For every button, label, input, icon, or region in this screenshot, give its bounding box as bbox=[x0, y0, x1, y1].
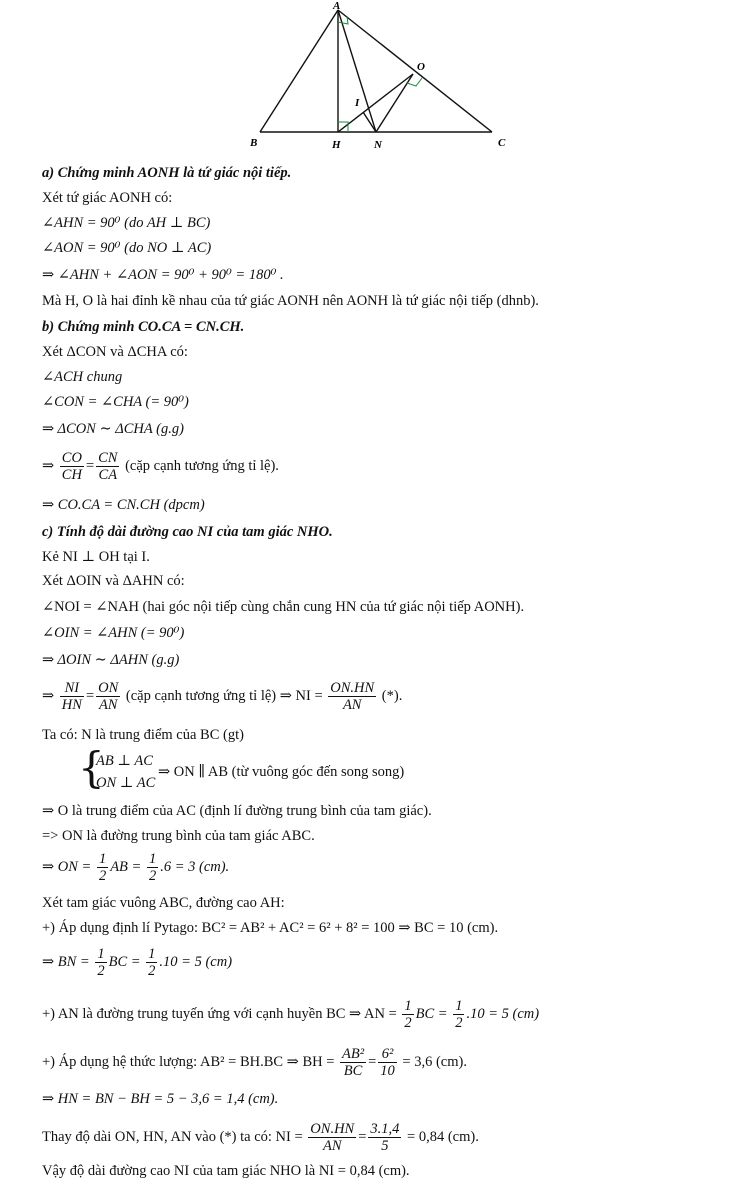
fraction: $\frac{1}{2}$ bbox=[455, 998, 463, 1032]
text-line bbox=[42, 1118, 479, 1156]
note: (cặp cạnh tương ứng tỉ lệ) ⇒ NI = bbox=[125, 688, 323, 704]
math-line: ∠ACH chung bbox=[42, 369, 123, 385]
math-line: ⇒ ΔOIN ∼ ΔAHN (g.g) bbox=[42, 652, 180, 668]
segment-NI bbox=[363, 112, 376, 132]
text-line: Mà H, O là hai đỉnh kề nhau của tứ giác AONH nên AONH là tứ giác nội tiếp (dhnb). bbox=[42, 293, 539, 309]
math-line: AB ⊥ AC bbox=[96, 753, 153, 769]
term: .10 = 5 (cm) bbox=[159, 954, 233, 970]
text-line: Xét tứ giác AONH có: bbox=[42, 190, 173, 206]
term: AB = bbox=[110, 859, 142, 875]
fraction: $\frac{\text{AB²}}{BC}$ bbox=[342, 1046, 365, 1080]
text-line bbox=[42, 1043, 467, 1081]
fraction: $\frac{1}{2}$ bbox=[148, 851, 157, 885]
text-line bbox=[42, 995, 539, 1033]
math-line: ⇒ ∠AHN + ∠AON = 90⁰ + 90⁰ = 180⁰ . bbox=[42, 267, 284, 283]
label-C: C bbox=[498, 137, 506, 149]
note: (*). bbox=[381, 688, 403, 704]
heading-part-c: c) Tính độ dài đường cao NI của tam giác NHO. bbox=[42, 524, 333, 540]
implies: ⇒ bbox=[42, 688, 55, 704]
heading-part-a: a) Chứng minh AONH là tứ giác nội tiếp. bbox=[42, 165, 292, 181]
term: BC = bbox=[108, 954, 141, 970]
lhs: Thay độ dài ON, HN, AN vào (*) ta có: NI = bbox=[42, 1129, 303, 1145]
fraction: $\frac{1}{2}$ bbox=[97, 946, 105, 980]
fraction: $\frac{NI}{HN}$ bbox=[61, 680, 82, 714]
fraction: $\frac{1}{2}$ bbox=[98, 851, 107, 885]
heading-part-b: b) Chứng minh CO.CA = CN.CH. bbox=[42, 319, 245, 335]
lhs: ⇒ ON = bbox=[42, 859, 92, 875]
lhs: +) Áp dụng hệ thức lượng: AB² = BH.BC ⇒ BH = bbox=[42, 1054, 335, 1070]
equals: = bbox=[358, 1129, 367, 1145]
label-H: H bbox=[332, 139, 341, 151]
math-line: ∠AON = 90⁰ (do NO ⊥ AC) bbox=[42, 240, 212, 256]
fraction: $\frac{CO}{CH}$ bbox=[61, 450, 82, 484]
ratio-line bbox=[42, 447, 279, 485]
text-line: ∠NOI = ∠NAH (hai góc nội tiếp cùng chắn cung HN của tứ giác nội tiếp AONH). bbox=[42, 599, 525, 615]
fraction: $\frac{ON.HN}{AN}$ bbox=[330, 680, 375, 714]
math-line: ∠OIN = ∠AHN (= 90⁰) bbox=[42, 625, 185, 641]
lhs: +) AN là đường trung tuyến ứng với cạnh huyền BC ⇒ AN = bbox=[42, 1006, 397, 1022]
segment-AB bbox=[260, 10, 338, 132]
math-line: ⇒ ON ∥ AB (từ vuông góc đến song song) bbox=[158, 764, 405, 780]
text-line: Xét ΔOIN và ΔAHN có: bbox=[42, 573, 185, 589]
math-line bbox=[42, 848, 229, 886]
label-O: O bbox=[417, 61, 425, 73]
note: (cặp cạnh tương ứng tỉ lệ). bbox=[125, 458, 279, 474]
triangle-figure bbox=[230, 0, 530, 160]
label-N: N bbox=[374, 139, 382, 151]
math-line bbox=[42, 943, 232, 981]
lhs: ⇒ BN = bbox=[42, 954, 90, 970]
fraction: $\frac{ON}{AN}$ bbox=[98, 680, 119, 714]
text-line: +) Áp dụng định lí Pytago: BC² = AB² + AC² = 6² + 8² = 100 ⇒ BC = 10 (cm). bbox=[42, 920, 499, 936]
label-B: B bbox=[250, 137, 258, 149]
term: = 0,84 (cm). bbox=[407, 1129, 479, 1145]
label-I: I bbox=[355, 97, 360, 109]
fraction: $\frac{1}{2}$ bbox=[148, 946, 156, 980]
equals: = bbox=[368, 1054, 377, 1070]
text-line: Vậy độ dài đường cao NI của tam giác NHO là NI = 0,84 (cm). bbox=[42, 1163, 410, 1179]
text-line: ⇒ O là trung điểm của AC (định lí đường trung bình của tam giác). bbox=[42, 803, 432, 819]
implies: ⇒ bbox=[42, 458, 55, 474]
math-line: ⇒ HN = BN − BH = 5 − 3,6 = 1,4 (cm). bbox=[42, 1091, 279, 1107]
math-line: ∠CON = ∠CHA (= 90⁰) bbox=[42, 394, 189, 410]
math-line: ∠AHN = 90⁰ (do AH ⊥ BC) bbox=[42, 215, 211, 231]
fraction: $\frac{3.1,4}{5}$ bbox=[370, 1121, 400, 1155]
text-line: Kẻ NI ⊥ OH tại I. bbox=[42, 549, 150, 565]
segment-AN bbox=[338, 10, 376, 132]
text-line: Xét tam giác vuông ABC, đường cao AH: bbox=[42, 895, 285, 911]
system-brace: { bbox=[78, 743, 105, 792]
text-line: => ON là đường trung bình của tam giác ABC. bbox=[42, 828, 315, 844]
term: BC = bbox=[415, 1006, 448, 1022]
math-line: ON ⊥ AC bbox=[96, 775, 156, 791]
text-line: Ta có: N là trung điểm của BC (gt) bbox=[42, 727, 244, 743]
equals: = bbox=[85, 688, 95, 704]
term: .6 = 3 (cm). bbox=[160, 859, 230, 875]
term: .10 = 5 (cm) bbox=[466, 1006, 540, 1022]
term: = 3,6 (cm). bbox=[402, 1054, 467, 1070]
math-line: ⇒ CO.CA = CN.CH (dpcm) bbox=[42, 497, 205, 513]
segment-OH bbox=[338, 74, 413, 132]
fraction: $\frac{CN}{CA}$ bbox=[98, 450, 118, 484]
label-A: A bbox=[333, 0, 341, 12]
math-line: ⇒ ΔCON ∼ ΔCHA (g.g) bbox=[42, 421, 184, 437]
equals: = bbox=[85, 458, 95, 474]
fraction: $\frac{ON.HN}{AN}$ bbox=[310, 1121, 355, 1155]
fraction: $\frac{1}{2}$ bbox=[404, 998, 412, 1032]
text-line: Xét ΔCON và ΔCHA có: bbox=[42, 344, 188, 360]
fraction: $\frac{\text{6²}}{10}$ bbox=[380, 1046, 395, 1080]
ratio-line bbox=[42, 677, 402, 715]
